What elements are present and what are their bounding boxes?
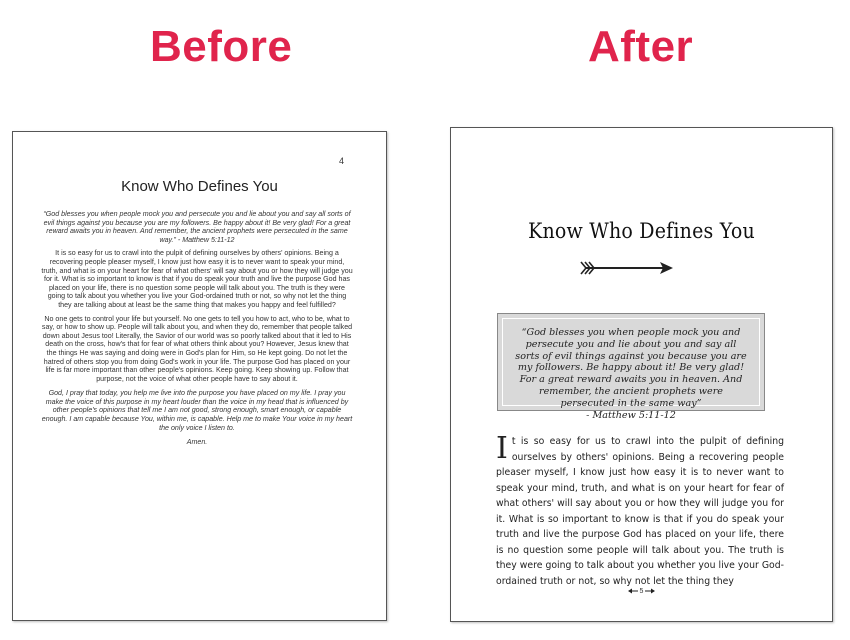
- page-footer: [451, 588, 832, 595]
- scripture-quote: “God blesses you when people mock you and persecute you and lie about you and say all sorts of evil things against you because you are my followers. Be happy about it! Be very glad! For a great reward awaits you in heaven. And remember, the ancient prophets were persecuted in the same way.” - Matthew 5:11-12: [43, 210, 351, 244]
- quote-text: “God blesses you when people mock you and persecute you and lie about you and say all sorts of evil things against you because you are my followers. Be happy about it! Be very glad! For a great reward awaits you in heaven. And remember, the ancient prophets were persecuted in the same way”: [515, 327, 747, 409]
- arrow-left-icon: [628, 588, 638, 594]
- before-heading: Before: [150, 22, 293, 71]
- body-paragraph: t is so easy for us to crawl into the pulpit of defining ourselves by others' opinions. Being a recovering people pleaser myself, I know just how easy it is to never want to speak your mind, truth, and what is on your heart for fear of what others' will say about you or how they will judge you for it. What is so important to know is that if you do speak your truth and live the purpose God has placed on your life, there is no question some people will talk about you. The truth is they were going to talk about you whether you live your God-ordained truth or not, so why not let the thing they: [496, 436, 784, 587]
- page-body: [41, 210, 353, 452]
- page-title: Know Who Defines You: [528, 218, 755, 244]
- quote-box-frame: [502, 318, 760, 421]
- drop-cap: I: [496, 431, 508, 466]
- quote-box: [497, 313, 765, 421]
- page-body: [496, 431, 784, 589]
- after-page: [450, 127, 833, 622]
- quote-attribution: - Matthew 5:11-12: [586, 409, 676, 421]
- amen-text: Amen.: [186, 438, 208, 447]
- page-number: 5: [639, 588, 644, 595]
- after-heading: After: [588, 22, 694, 71]
- arrow-right-icon: [580, 257, 675, 279]
- arrow-right-icon: [645, 588, 655, 594]
- prayer-paragraph: God, I pray that today, you help me live into the purpose you have placed on my life. I pray you make the voice of this purpose in my heart louder than the voice in my head that is influenced by other people's opinions that tell me I am not good, strong enough, smart enough, or capable enough. I am capable because You, within me, is capable. Help me to make Your voice in my heart the only voice I listen to.: [41, 389, 353, 432]
- before-page: [12, 131, 387, 621]
- page-number: 4: [338, 156, 344, 166]
- body-paragraph: It is so easy for us to crawl into the pulpit of defining ourselves by others' opinions. Being a recovering people pleaser myself, I know just how easy it is to never want to speak your mind, truth, and what is on your heart for fear of what others' will say about you or how they will judge you for it. What is so important to know is that if you do speak your truth and live the purpose God has placed on your life, there is no question some people will talk about you. The truth is they were going to talk about you whether you live your God-ordained truth or not, so why not let the thing they are talking about at least be the same thing that makes you happy and feel fulfilled?: [41, 249, 353, 309]
- body-paragraph: No one gets to control your life but yourself. No one gets to tell you how to act, who to be, what to say, or how to show up. People will talk about you, and when they do, remember that people talked down about Jesus too! Literally, the Savior of our world was so poorly talked about that it led to His death on the cross, how's that for fear of what others think about you? However, Jesus knew that the things He was saying and doing were in God's plan for Him, so He kept going. Do not let the hatred of others stop you from doing God's work in your life. The purpose God has placed on your life is far more important than other people's opinions. Keep going. Keep showing up. Follow that purpose, not the voice of what other people have to say about it.: [41, 314, 353, 383]
- page-title: Know Who Defines You: [121, 178, 278, 195]
- scripture-quote: [513, 327, 749, 421]
